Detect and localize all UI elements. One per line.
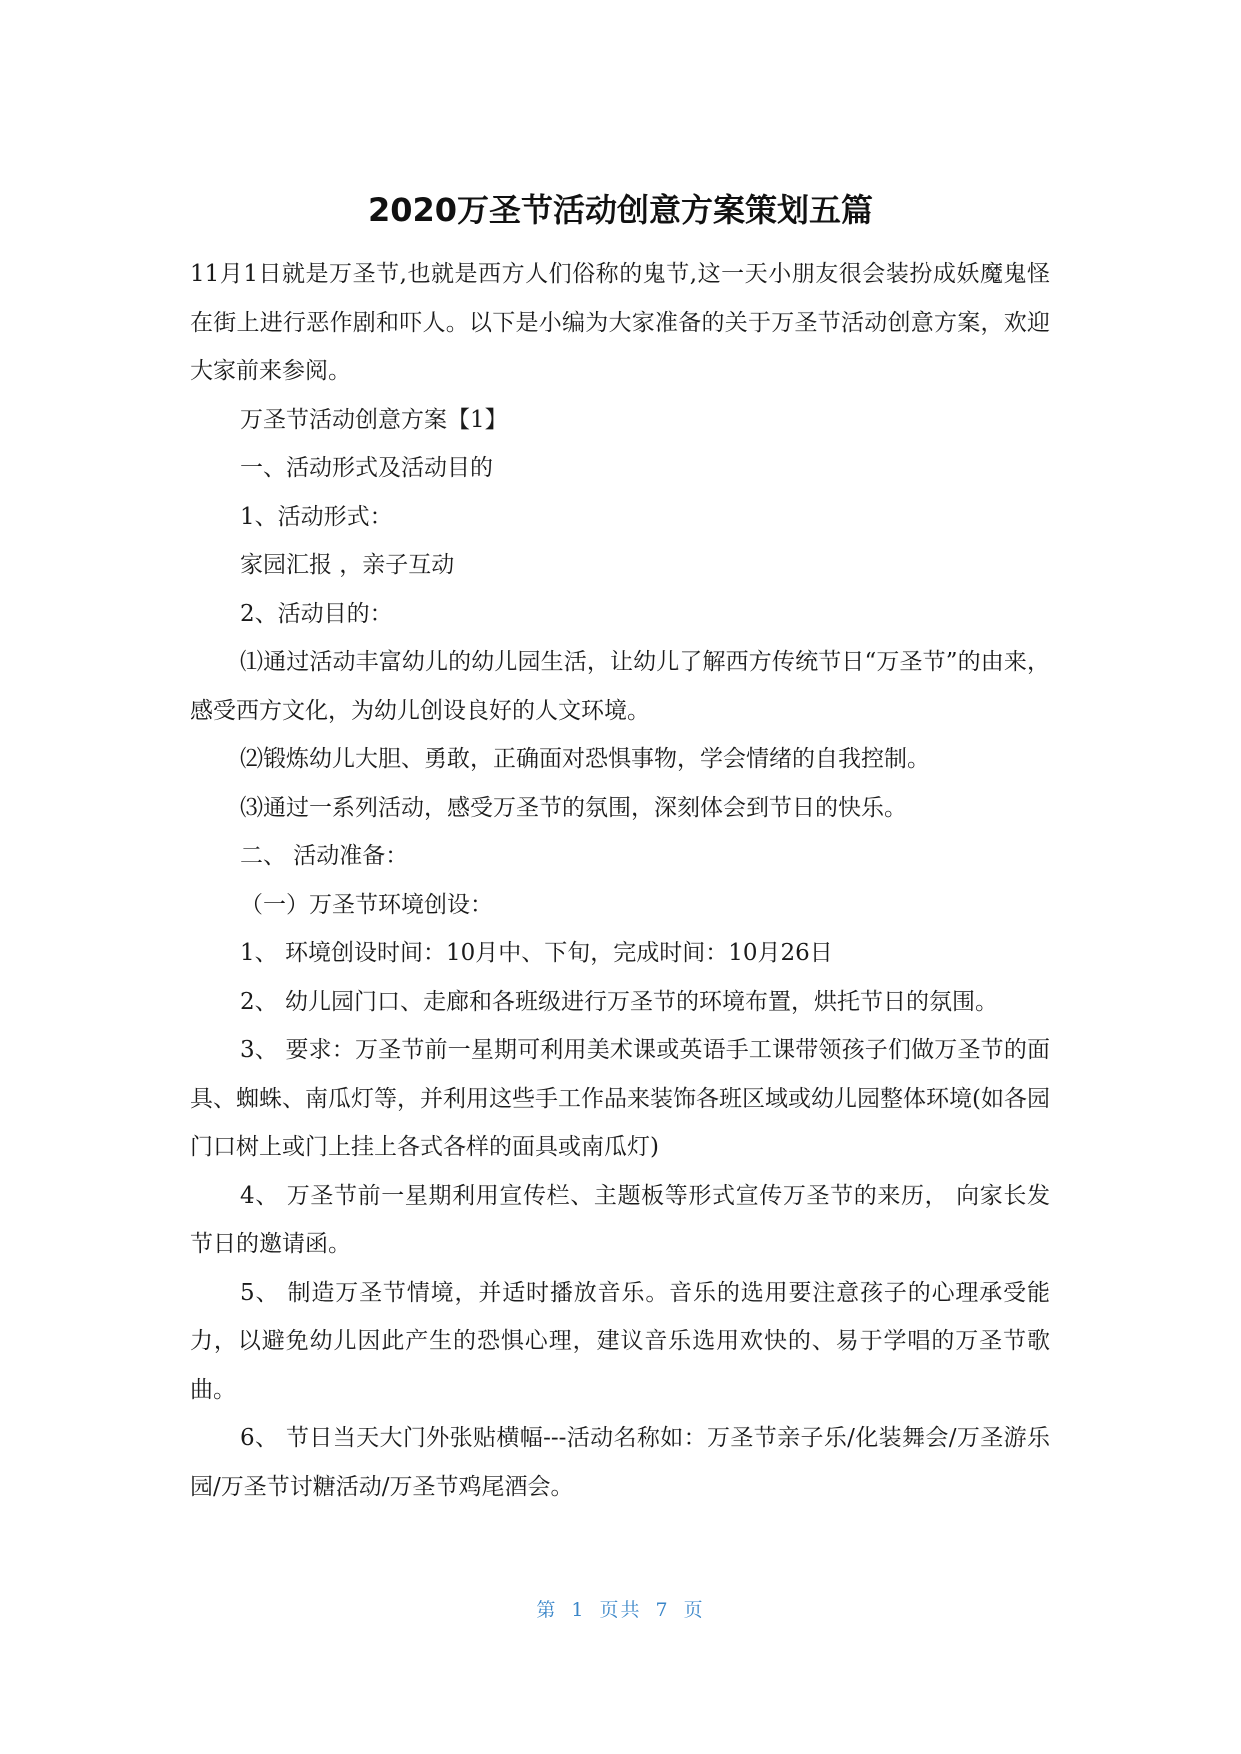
paragraph: 1、活动形式： (240, 503, 393, 530)
paragraph: 1、 环境创设时间：10月中、下旬，完成时间：10月26日 (240, 940, 833, 966)
paragraph: 4、 万圣节前一星期利用宣传栏、主题板等形式宣传万圣节的来历， 向家长发节日的邀请函。 (190, 1182, 1050, 1257)
document-title: 2020万圣节活动创意方案策划五篇 (367, 191, 874, 229)
paragraph: 3、 要求：万圣节前一星期可利用美术课或英语手工课带领孩子们做万圣节的面具、蜘蛛、南瓜灯等，并利用这些手工作品来装饰各班区域或幼儿园整体环境(如各园门口树上或门上挂上各式各样的面具或南瓜灯) (190, 1037, 1050, 1160)
paragraph: ⑵锻炼幼儿大胆、勇敢，正确面对恐惧事物，学会情绪的自我控制。 (240, 746, 930, 772)
page-current: 1 (571, 1599, 586, 1621)
paragraph: 家园汇报 ，亲子互动 (240, 552, 455, 578)
paragraph: ⑶通过一系列活动，感受万圣节的氛围，深刻体会到节日的快乐。 (240, 794, 907, 821)
paragraph: 6、 节日当天大门外张贴横幅---活动名称如：万圣节亲子乐/化装舞会/万圣游乐园/万圣节讨糖活动/万圣节鸡尾酒会。 (190, 1425, 1050, 1500)
page-end: 页 (683, 1599, 705, 1621)
paragraph: 2、 幼儿园门口、走廊和各班级进行万圣节的环境布置，烘托节日的氛围。 (240, 988, 998, 1015)
paragraph: 5、 制造万圣节情境，并适时播放音乐。音乐的选用要注意孩子的心理承受能力，以避免幼儿因此产生的恐惧心理，建议音乐选用欢快的、易于学唱的万圣节歌曲。 (190, 1279, 1050, 1403)
paragraph-intro: 11月1日就是万圣节,也就是西方人们俗称的鬼节,这一天小朋友很会装扮成妖魔鬼怪在街上进行恶作剧和吓人。以下是小编为大家准备的关于万圣节活动创意方案，欢迎大家前来参阅。 (190, 261, 1050, 384)
paragraph: 二、 活动准备： (240, 843, 409, 869)
paragraph: 一、活动形式及活动目的 (240, 455, 493, 481)
page-total: 7 (655, 1599, 670, 1621)
page-label: 第 (536, 1599, 558, 1621)
section-heading: 万圣节活动创意方案【1】 (240, 406, 508, 433)
page-mid: 页共 (599, 1599, 642, 1621)
paragraph: ⑴通过活动丰富幼儿的幼儿园生活，让幼儿了解西方传统节日“万圣节”的由来，感受西方文化，为幼儿创设良好的人文环境。 (190, 649, 1050, 724)
paragraph: （一）万圣节环境创设： (240, 891, 493, 918)
document-body (190, 250, 1050, 1511)
paragraph: 2、活动目的： (240, 600, 393, 627)
page-footer (0, 1596, 1241, 1624)
